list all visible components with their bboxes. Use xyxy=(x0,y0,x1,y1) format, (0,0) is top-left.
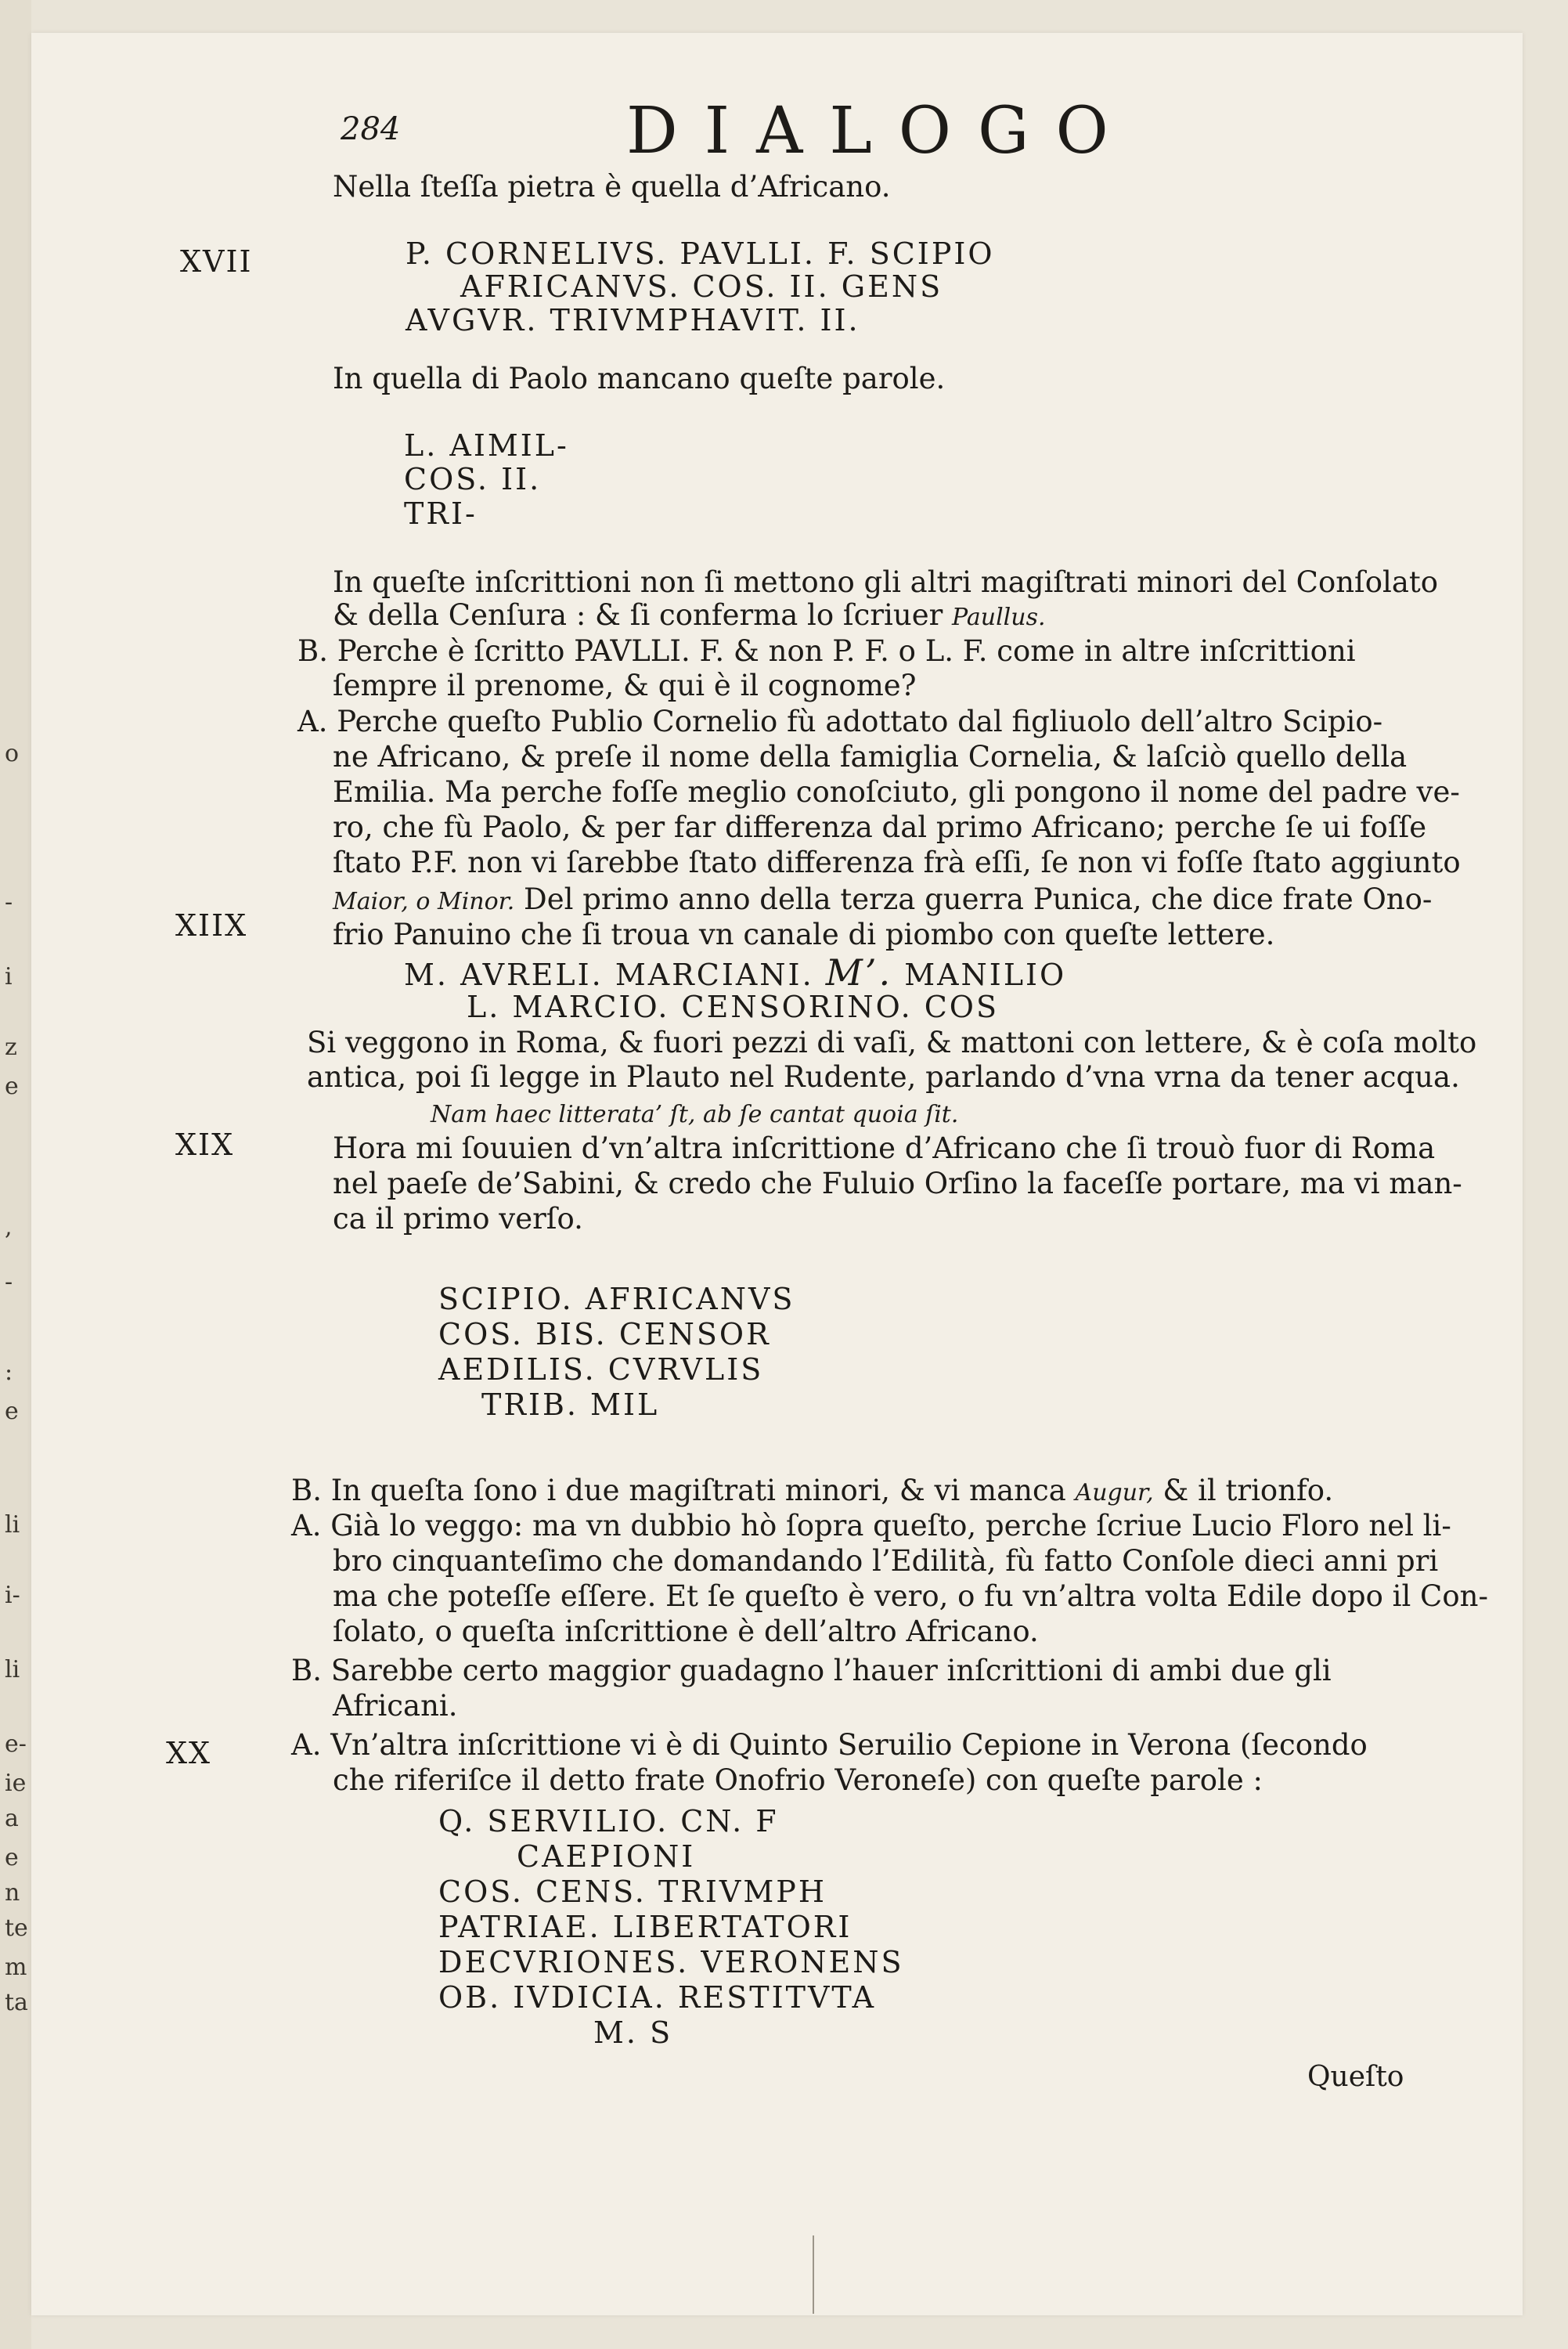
text-line: frio Panuino che ſi troua vn canale di piombo con queſte lettere. xyxy=(333,918,1275,951)
italic-word: Maior, o Minor. xyxy=(333,888,515,915)
margin-numeral: XVII xyxy=(180,244,253,279)
inscription-line: PATRIAE. LIBERTATORI xyxy=(438,1910,852,1944)
text-line: In queſte inſcrittioni non ſi mettono gli altri magiſtrati minori del Conſolato xyxy=(333,565,1439,599)
bleed-glyph: li xyxy=(5,1511,20,1539)
inscription-line: CAEPIONI xyxy=(517,1839,696,1874)
bleed-glyph: o xyxy=(5,740,20,767)
page-number: 284 xyxy=(341,111,401,147)
text-line: Hora mi ſouuien d’vn’altra inſcrittione d’Africano che ſi trouò fuor di Roma xyxy=(333,1131,1436,1165)
inscription-line: P. CORNELIVS. PAVLLI. F. SCIPIO xyxy=(406,236,995,271)
bleed-glyph: ta xyxy=(5,1989,28,2016)
text-line xyxy=(333,882,1432,919)
text-span: MANILIO xyxy=(904,958,1067,992)
text-span: & il trionfo. xyxy=(1162,1474,1334,1507)
text-line: A. Perche queſto Publio Cornelio fù adottato dal figliuolo dell’altro Scipio- xyxy=(297,705,1383,738)
text-line xyxy=(291,1474,1333,1510)
inscription-line xyxy=(404,951,1067,994)
left-page-bleed xyxy=(0,0,31,2349)
text-line: Africani. xyxy=(333,1689,458,1723)
text-line: ſempre il prenome, & qui è il cognome? xyxy=(333,669,917,702)
text-line: ca il primo verſo. xyxy=(333,1202,583,1236)
margin-numeral: XIIX xyxy=(175,908,248,943)
text-line: Nella ſteſſa pietra è quella d’Africano. xyxy=(333,170,891,204)
bleed-glyph: - xyxy=(5,889,13,916)
text-line: B. Sarebbe certo maggior guadagno l’hauer inſcrittioni di ambi due gli xyxy=(291,1654,1332,1687)
inscription-line: M. S xyxy=(593,2015,673,2050)
inscription-line: COS. II. xyxy=(404,462,542,496)
inscription-line: AEDILIS. CVRVLIS xyxy=(438,1352,764,1387)
text-span: & della Cenſura : & ſi conferma lo ſcriuer xyxy=(333,598,943,632)
inscription-line: TRI- xyxy=(404,496,478,531)
bleed-glyph: e xyxy=(5,1073,19,1100)
text-line: ne Africano, & preſe il nome della famiglia Cornelia, & laſciò quello della xyxy=(333,740,1408,774)
praenomen-ligature: M’. xyxy=(825,951,893,994)
bleed-glyph: n xyxy=(5,1879,20,1907)
inscription-line: DECVRIONES. VERONENS xyxy=(438,1945,904,1979)
bleed-glyph: te xyxy=(5,1914,28,1942)
book-page xyxy=(31,33,1523,2315)
latin-quote: Nam haec litterata’ ſt, ab ſe cantat quoia ſit. xyxy=(431,1101,959,1128)
text-span: M. AVRELI. MARCIANI. xyxy=(404,958,814,992)
bleed-glyph: m xyxy=(5,1954,27,1981)
text-line: antica, poi ſi legge in Plauto nel Rudente, parlando d’vna vrna da tener acqua. xyxy=(307,1060,1460,1094)
inscription-line: L. AIMIL- xyxy=(404,428,569,463)
inscription-line: SCIPIO. AFRICANVS xyxy=(438,1282,795,1316)
text-line: bro cinquanteſimo che domandando l’Edilità, fù fatto Conſole dieci anni pri xyxy=(333,1544,1439,1578)
bleed-glyph: e xyxy=(5,1398,19,1425)
bleed-glyph: - xyxy=(5,1268,13,1296)
text-line: Emilia. Ma perche foſſe meglio conoſciuto, gli pongono il nome del padre ve- xyxy=(333,775,1460,809)
text-line: nel paeſe de’Sabini, & credo che Fuluio Orſino la faceſſe portare, ma vi man- xyxy=(333,1167,1462,1200)
bleed-glyph: z xyxy=(5,1034,17,1061)
text-line: ſtato P.F. non vi ſarebbe ſtato differenza frà eſſi, ſe non vi foſſe ſtato aggiunto xyxy=(333,846,1461,879)
text-span: Del primo anno della terza guerra Punica, che dice frate Ono- xyxy=(524,882,1433,916)
inscription-line: L. MARCIO. CENSORINO. COS xyxy=(467,990,999,1024)
bleed-glyph: e xyxy=(5,1844,19,1871)
bleed-glyph: , xyxy=(5,1214,13,1241)
text-line xyxy=(333,598,1046,635)
binding-fold xyxy=(813,2235,814,2314)
running-title: DIALOGO xyxy=(626,94,1135,168)
bleed-glyph: i- xyxy=(5,1582,20,1609)
inscription-line: AVGVR. TRIVMPHAVIT. II. xyxy=(406,303,860,337)
bleed-glyph: e- xyxy=(5,1730,27,1758)
italic-word: Augur, xyxy=(1075,1479,1154,1506)
inscription-line: TRIB. MIL xyxy=(481,1387,660,1422)
margin-numeral: XX xyxy=(166,1736,212,1770)
margin-numeral: XIX xyxy=(175,1128,235,1162)
bleed-glyph: li xyxy=(5,1656,20,1683)
bleed-glyph: : xyxy=(5,1359,13,1386)
catchword: Queſto xyxy=(1307,2061,1404,2093)
bleed-glyph: ie xyxy=(5,1770,27,1797)
inscription-line: Q. SERVILIO. CN. F xyxy=(438,1804,779,1838)
bleed-glyph: i xyxy=(5,963,13,990)
bleed-glyph: a xyxy=(5,1805,19,1832)
text-line: A. Già lo veggo: ma vn dubbio hò ſopra queſto, perche ſcriue Lucio Floro nel li- xyxy=(291,1509,1451,1543)
text-line: che riferiſce il detto frate Onofrio Veroneſe) con queſte parole : xyxy=(333,1763,1263,1797)
inscription-line: OB. IVDICIA. RESTITVTA xyxy=(438,1980,877,2015)
text-line: ro, che fù Paolo, & per far differenza dal primo Africano; perche ſe ui foſſe xyxy=(333,810,1427,844)
text-line: ma che poteſſe eſſere. Et ſe queſto è vero, o fu vn’altra volta Edile dopo il Con- xyxy=(333,1579,1488,1613)
italic-word: Paullus. xyxy=(952,604,1046,631)
text-line: ſolato, o queſta inſcrittione è dell’altro Africano. xyxy=(333,1615,1039,1648)
text-span: B. In queſta ſono i due magiſtrati minori, & vi manca xyxy=(291,1474,1066,1507)
text-line: In quella di Paolo mancano queſte parole. xyxy=(333,362,946,395)
text-line: B. Perche è ſcritto PAVLLI. F. & non P. F. o L. F. come in altre inſcrittioni xyxy=(297,634,1356,668)
inscription-line: COS. CENS. TRIVMPH xyxy=(438,1875,827,1909)
inscription-line: AFRICANVS. COS. II. GENS xyxy=(460,269,943,304)
inscription-line: COS. BIS. CENSOR xyxy=(438,1317,771,1351)
text-line: A. Vn’altra inſcrittione vi è di Quinto Seruilio Cepione in Verona (ſecondo xyxy=(291,1728,1368,1762)
text-line: Si veggono in Roma, & fuori pezzi di vaſi, & mattoni con lettere, & è coſa molto xyxy=(307,1026,1477,1059)
